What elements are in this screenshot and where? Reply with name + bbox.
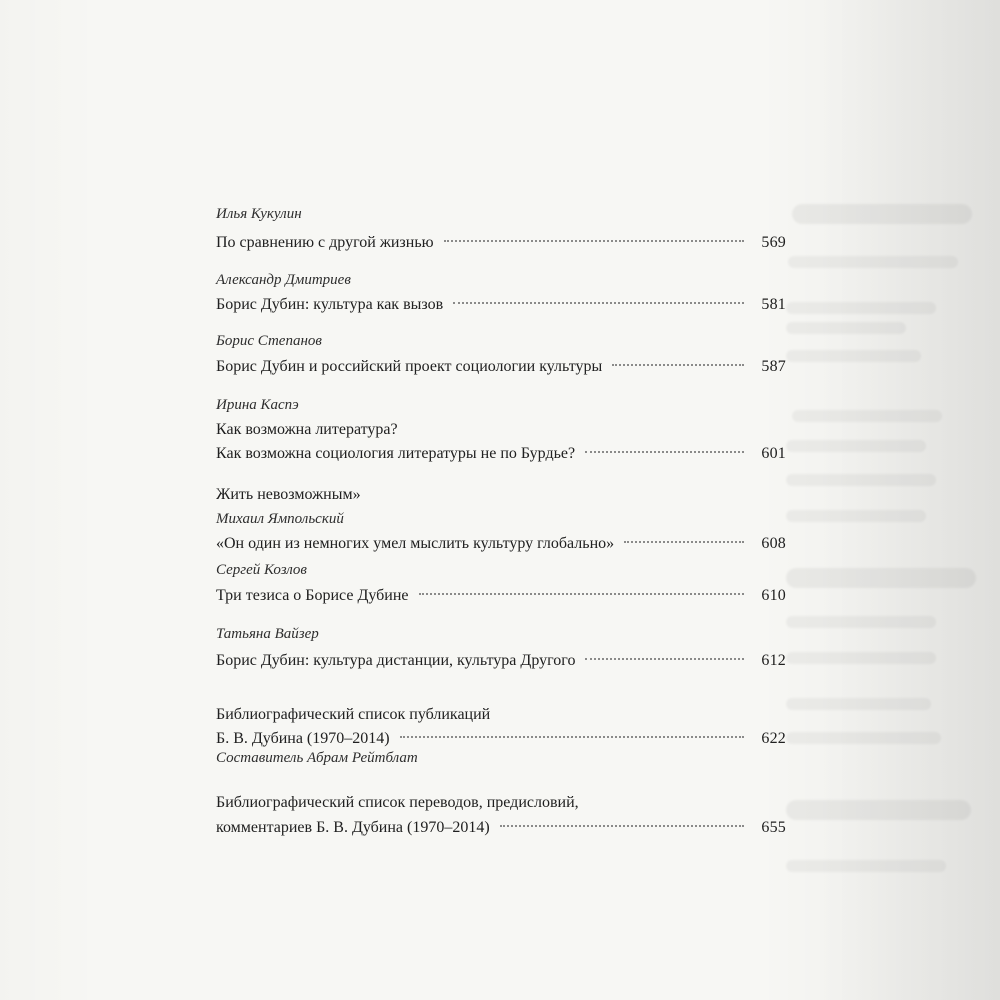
author-name: Борис Степанов — [216, 333, 322, 349]
page-number: 622 — [761, 730, 786, 747]
entry-title: Борис Дубин и российский проект социологии культуры — [216, 358, 603, 375]
ghost-line — [792, 410, 942, 422]
ghost-line — [786, 302, 936, 314]
section-title: Жить невозможным» — [216, 486, 361, 503]
ghost-heading — [786, 568, 976, 588]
dot-leader — [612, 364, 744, 366]
ghost-line — [786, 474, 936, 486]
toc-entry-row — [216, 585, 786, 607]
page-number: 610 — [761, 587, 786, 604]
page-number: 587 — [761, 358, 786, 375]
toc-entry-row — [216, 232, 786, 254]
ghost-line — [786, 652, 936, 664]
ghost-heading — [792, 204, 972, 224]
entry-title: По сравнению с другой жизнью — [216, 234, 434, 251]
dot-leader — [585, 658, 744, 660]
entry-title-line: Как возможна литература? — [216, 421, 398, 438]
page-fold-shadow — [820, 0, 1000, 1000]
author-name: Ирина Каспэ — [216, 397, 299, 413]
author-name: Сергей Козлов — [216, 562, 307, 578]
entry-title: Борис Дубин: культура как вызов — [216, 296, 444, 313]
ghost-line — [786, 440, 926, 452]
toc-entry-row — [216, 533, 786, 555]
toc-entry-row — [216, 443, 786, 465]
entry-title: Три тезиса о Борисе Дубине — [216, 587, 409, 604]
author-name: Илья Кукулин — [216, 206, 302, 222]
author-name: Михаил Ямпольский — [216, 511, 344, 527]
dot-leader — [419, 593, 744, 595]
ghost-line — [786, 698, 931, 710]
entry-title: «Он один из немногих умел мыслить культуру глобально» — [216, 535, 615, 552]
entry-title-line: Библиографический список переводов, предисловий, — [216, 794, 579, 811]
author-name: Татьяна Вайзер — [216, 626, 319, 642]
bleed-through-text-area — [782, 190, 1000, 910]
dot-leader — [500, 825, 744, 827]
entry-title: Б. В. Дубина (1970–2014) — [216, 730, 390, 747]
page-number: 569 — [761, 234, 786, 251]
page-number: 612 — [761, 652, 786, 669]
ghost-line — [786, 732, 941, 744]
compiler-note: Составитель Абрам Рейтблат — [216, 750, 418, 766]
dot-leader — [444, 240, 744, 242]
toc-entry-row — [216, 356, 786, 378]
dot-leader — [624, 541, 744, 543]
entry-title: Борис Дубин: культура дистанции, культура Другого — [216, 652, 576, 669]
ghost-line — [786, 322, 906, 334]
entry-title: Как возможна социология литературы не по Бурдье? — [216, 445, 576, 462]
page-number: 608 — [761, 535, 786, 552]
ghost-line — [786, 350, 921, 362]
entry-title: комментариев Б. В. Дубина (1970–2014) — [216, 819, 490, 836]
dot-leader — [585, 451, 744, 453]
toc-entry-row — [216, 817, 786, 839]
entry-title-line: Библиографический список публикаций — [216, 706, 491, 723]
ghost-line — [786, 510, 926, 522]
ghost-heading — [786, 800, 971, 820]
page-number: 655 — [761, 819, 786, 836]
page-number: 601 — [761, 445, 786, 462]
ghost-line — [786, 860, 946, 872]
toc-entry-row — [216, 294, 786, 316]
ghost-line — [786, 616, 936, 628]
author-name: Александр Дмитриев — [216, 272, 351, 288]
ghost-line — [788, 256, 958, 268]
page-number: 581 — [761, 296, 786, 313]
dot-leader — [453, 302, 744, 304]
dot-leader — [400, 736, 744, 738]
toc-entry-row — [216, 650, 786, 672]
toc-entry-row — [216, 728, 786, 750]
